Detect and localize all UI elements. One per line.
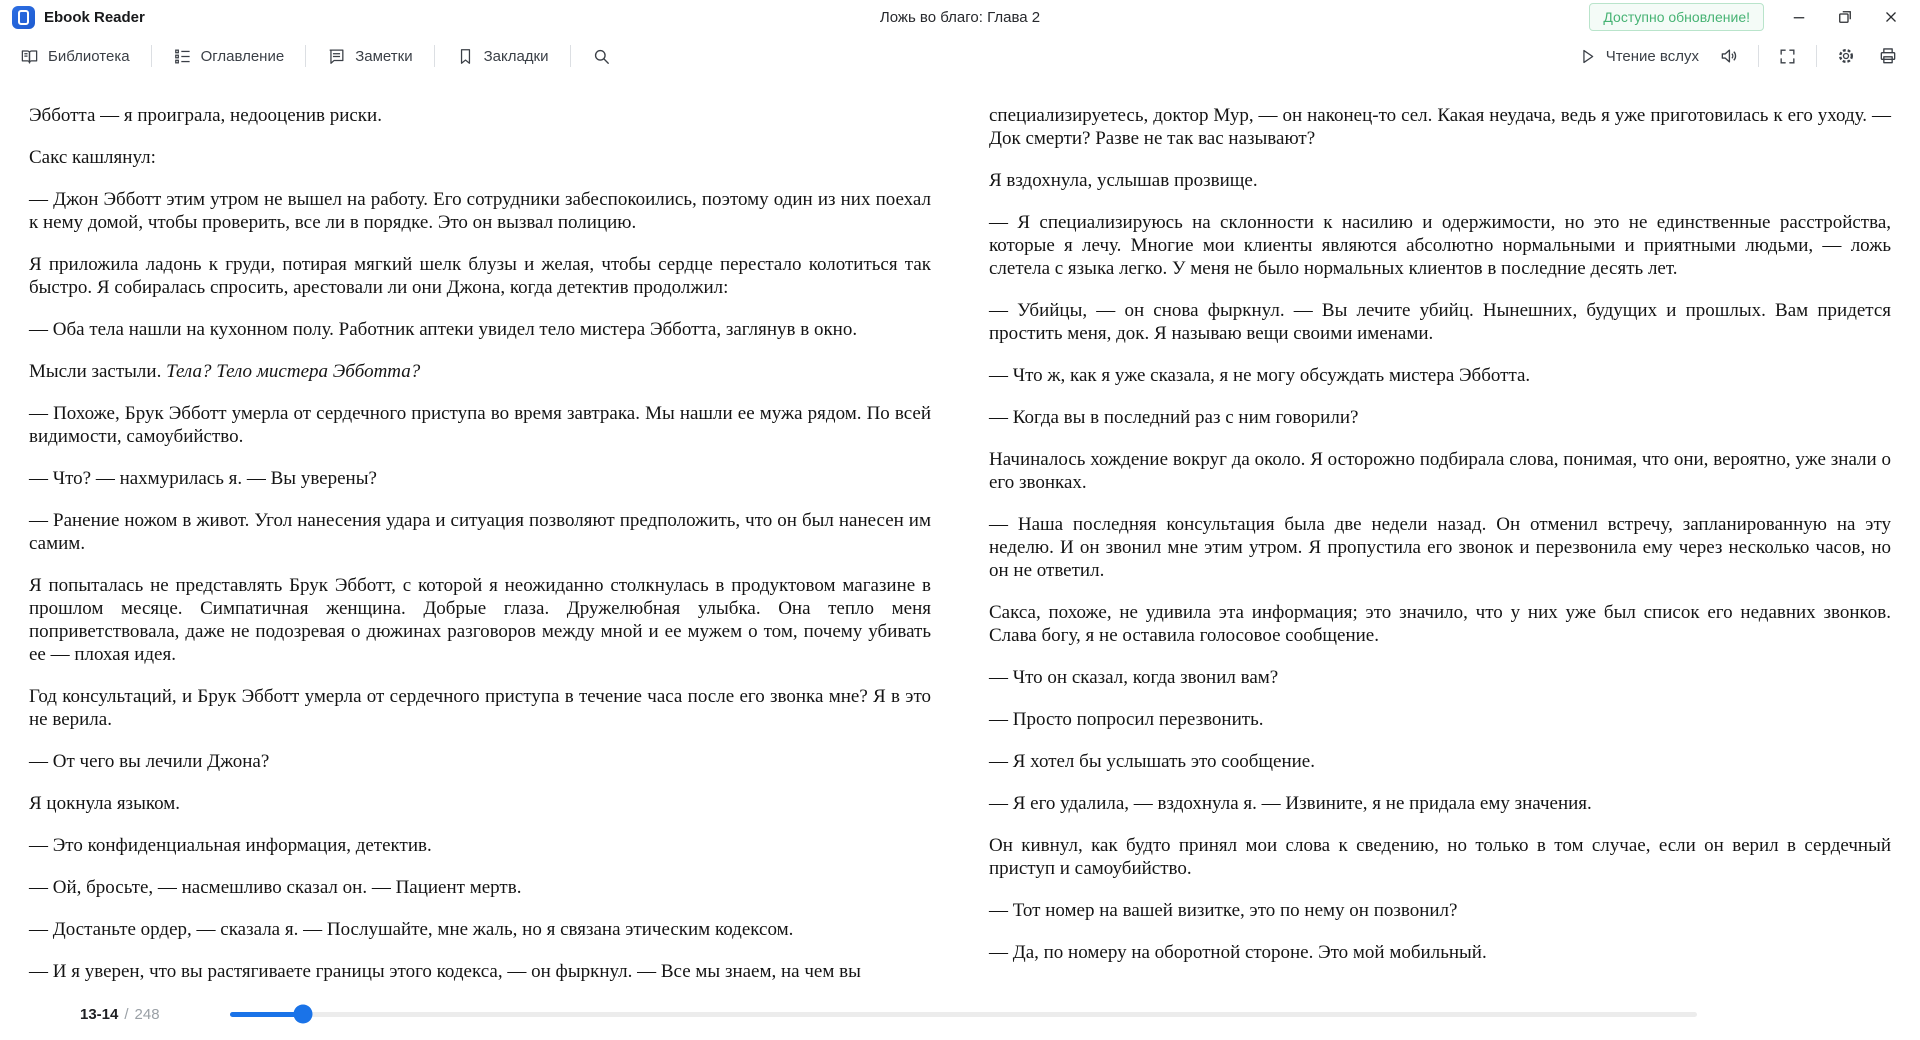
volume-button[interactable] [1715,40,1743,72]
update-available-button[interactable]: Доступно обновление! [1589,3,1764,31]
toolbar-right [1574,40,1902,72]
paragraph: — От чего вы лечили Джона? [29,751,270,772]
bookmarks-label: Закладки [483,47,549,65]
paragraph: — Что ж, как я уже сказала, я не могу обсуждать мистера Эбботта. [989,365,1531,386]
fullscreen-icon [1778,47,1797,66]
read-aloud-button[interactable] [1574,41,1703,72]
paragraph: специализируетесь, доктор Мур, — он наконец-то сел. Какая неудача, ведь я уже приготовилась к его уходу. — Док смерти? Разве не так вас называют? [989,105,1891,149]
paragraph: — Похоже, Брук Эбботт умерла от сердечного приступа во время завтрака. Мы нашли ее мужа рядом. По всей видимости, самоубийство. [29,403,931,447]
paragraph: — Ой, бросьте, — насмешливо сказал он. — Пациент мертв. [29,877,522,898]
bookmarks-button[interactable] [452,41,553,72]
left-page [29,104,931,1002]
toolbar-divider [1758,45,1759,67]
reader-content [0,78,1920,1002]
library-label: Библиотека [48,47,130,65]
paragraph: — И я уверен, что вы растягиваете границы этого кодекса, — он фыркнул. — Все мы знаем, на чем вы [29,961,861,982]
total-pages: 248 [134,1005,160,1023]
notes-bubble-icon [327,47,346,66]
right-page [989,104,1891,1002]
paragraph: Сакса, похоже, не удивила эта информация; это значило, что у них уже был список его недавних звонков. Слава богу, я не оставила голосовое сообщение. [989,602,1891,646]
paragraph: — Когда вы в последний раз с ним говорили? [989,407,1359,428]
paragraph: Я цокнула языком. [29,793,181,814]
toolbar-divider [434,45,435,67]
minimize-icon [1790,8,1808,26]
paragraph: Я попыталась не представлять Брук Эбботт, с которой я неожиданно столкнулась в продуктовом магазине в прошлом месяце. Симпатичная женщина. Добрые глаза. Дружелюбная улыбка. Она тепло меня поприветствовала, даже не подозревая о дюжинах разговоров между мной и ее мужем о том, почему убивать ее — плохая идея. [29,575,931,665]
paragraph: — Что он сказал, когда звонил вам? [989,667,1279,688]
paragraph: — Ранение ножом в живот. Угол нанесения удара и ситуация позволяют предположить, что он был нанесен им самим. [29,510,931,554]
settings-button[interactable] [1832,40,1860,72]
gear-icon [1836,46,1856,66]
paragraph: Год консультаций, и Брук Эбботт умерла от сердечного приступа в течение часа после его звонка мне? Я в это не верила. [29,686,931,730]
document-title: Ложь во благо: Глава 2 [879,8,1041,26]
toc-label: Оглавление [200,47,285,65]
toolbar-divider [1816,45,1817,67]
paragraph: — Я специализируюсь на склонности к насилию и одержимости, но это не единственные расстройства, которые я лечу. Многие мои клиенты являются абсолютно нормальными и приятными людьми, — ложь слетела с языка легко. У меня не было нормальных клиентов в последние десять лет. [989,212,1891,279]
search-icon [592,47,611,66]
minimize-button[interactable] [1784,3,1814,31]
paragraph: Эбботта — я проиграла, недооценив риски. [29,105,382,126]
progress-slider[interactable] [230,1012,1697,1017]
paragraph: — Да, по номеру на оборотной стороне. Это мой мобильный. [989,942,1487,963]
toc-list-icon [173,47,192,66]
paragraph: Я приложила ладонь к груди, потирая мягкий шелк блузы и желая, чтобы сердце перестало колотиться так быстро. Я собиралась спросить, арестовали ли они Джона, когда детектив продолжил: [29,254,931,298]
app-logo-icon [12,6,35,29]
close-button[interactable] [1876,3,1906,31]
toolbar-divider [151,45,152,67]
printer-icon [1878,46,1898,66]
paragraph: — Достаньте ордер, — сказала я. — Послушайте, мне жаль, но я связана этическим кодексом. [29,919,794,940]
library-icon [20,47,39,66]
bookmark-icon [456,47,475,66]
paragraph: — Тот номер на вашей визитке, это по нему он позвонил? [989,900,1458,921]
paragraph: Я вздохнула, услышав прозвище. [989,170,1258,191]
titlebar-right [1589,3,1912,31]
close-icon [1882,8,1900,26]
paragraph: — Я хотел бы услышать это сообщение. [989,751,1315,772]
progress-fill [230,1012,303,1017]
page-indicator [80,1006,160,1023]
restore-icon [1836,8,1854,26]
paragraph: — Наша последняя консультация была две недели назад. Он отменил встречу, запланированную на эту неделю. И он звонил мне этим утром. Я пропустила его звонок и перезвонила ему через несколько часов, но он не ответил. [989,514,1891,581]
current-pages: 13-14 [80,1005,119,1023]
toolbar-divider [305,45,306,67]
paragraph: Мысли застыли. Тела? Тело мистера Эбботта? [29,361,421,382]
notes-button[interactable] [323,41,416,72]
app-name: Ebook Reader [44,8,145,26]
print-button[interactable] [1874,40,1902,72]
paragraph: — Убийцы, — он снова фыркнул. — Вы лечите убийц. Нынешних, будущих и прошлых. Вам придется простить меня, док. Я называю вещи своими именами. [989,300,1891,344]
footer [0,988,1920,1040]
fullscreen-button[interactable] [1774,41,1801,72]
search-button[interactable] [588,41,615,72]
progress-handle[interactable] [293,1005,312,1024]
paragraph: — Просто попросил перезвонить. [989,709,1264,730]
paragraph: Сакс кашлянул: [29,147,156,168]
paragraph: — Оба тела нашли на кухонном полу. Работник аптеки увидел тело мистера Эбботта, заглянув в окно. [29,319,858,340]
paragraph: Начиналось хождение вокруг да около. Я осторожно подбирала слова, понимая, что они, вероятно, уже знали о его звонках. [989,449,1891,493]
paragraph: — Что? — нахмурилась я. — Вы уверены? [29,468,377,489]
paragraph: Он кивнул, как будто принял мои слова к сведению, но только в том случае, если он верил в сердечный приступ и самоубийство. [989,835,1891,879]
volume-icon [1719,46,1739,66]
toc-button[interactable] [169,41,289,72]
toolbar [0,34,1920,78]
paragraph: — Джон Эбботт этим утром не вышел на работу. Его сотрудники забеспокоились, поэтому один из них поехал к нему домой, чтобы проверить, все ли в порядке. Это он вызвал полицию. [29,189,931,233]
paragraph: — Это конфиденциальная информация, детектив. [29,835,432,856]
window-controls [1784,3,1912,31]
restore-button[interactable] [1830,3,1860,31]
titlebar [0,0,1920,34]
library-button[interactable] [16,41,134,72]
toolbar-divider [570,45,571,67]
play-icon [1578,47,1597,66]
paragraph: — Я его удалила, — вздохнула я. — Извините, я не придала ему значения. [989,793,1592,814]
app-identity [12,6,145,29]
book-glyph [18,10,29,25]
toolbar-left [16,41,615,72]
notes-label: Заметки [355,47,413,65]
read-aloud-label: Чтение вслух [1605,47,1699,65]
page-separator: / [124,1005,129,1023]
